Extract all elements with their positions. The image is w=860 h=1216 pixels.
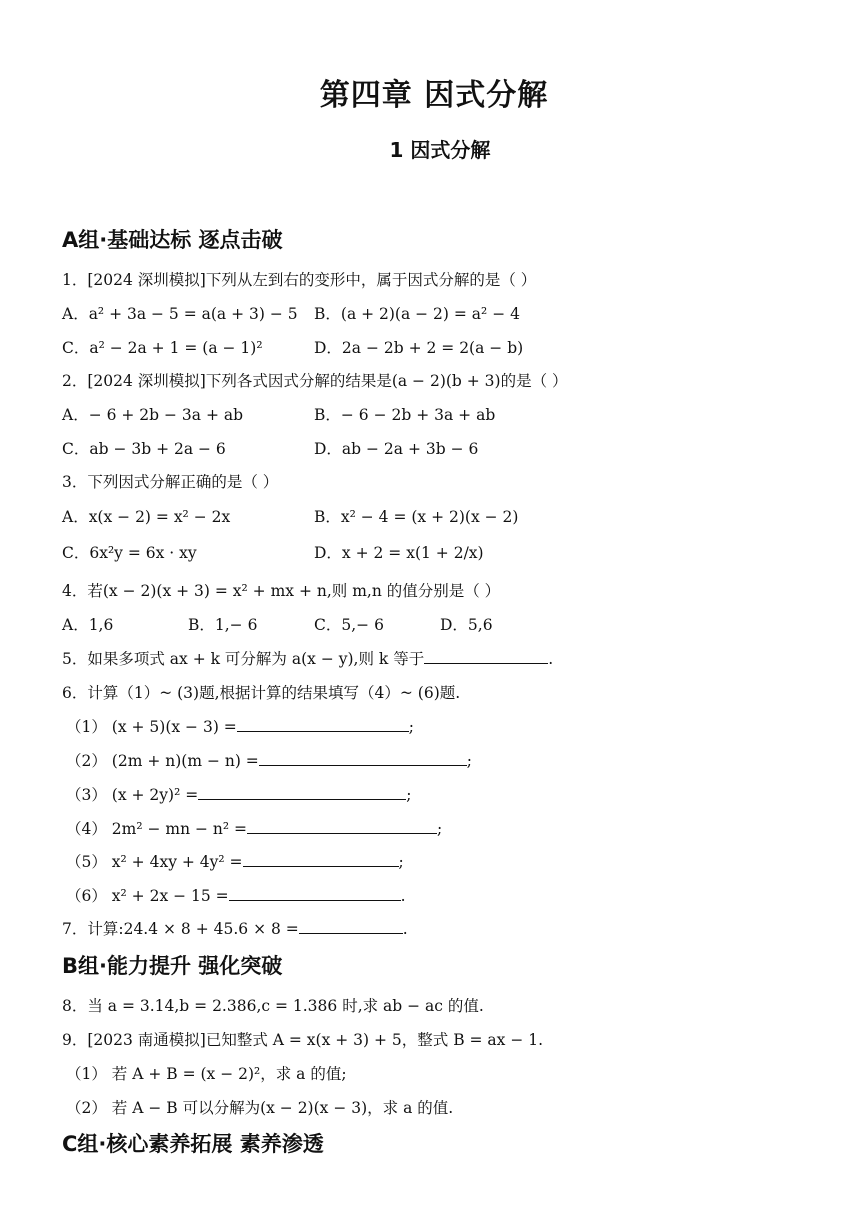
part-end: ; (398, 853, 404, 871)
part-end: . (400, 887, 406, 905)
question-7-answer-blank[interactable] (299, 919, 403, 934)
part-answer-blank[interactable] (198, 785, 406, 800)
question-4-option-b: B．1,− 6 (188, 616, 258, 634)
question-1-stem: 1．[2024 深圳模拟]下列从左到右的变形中，属于因式分解的是（ ） (62, 271, 537, 289)
chapter-title: 第四章 因式分解 (319, 78, 549, 113)
part-label: （6） x² + 2x − 15 = (66, 887, 229, 905)
question-1-option-b: B．(a + 2)(a − 2) = a² − 4 (314, 305, 520, 323)
question-6-part-3 (66, 783, 411, 805)
question-1-option-c: C．a² − 2a + 1 = (a − 1)² (62, 339, 263, 357)
question-5 (62, 647, 553, 669)
part-answer-blank[interactable] (237, 717, 409, 732)
section-title: 1 因式分解 (389, 138, 491, 162)
question-2-option-d: D．ab − 2a + 3b − 6 (314, 440, 479, 458)
part-answer-blank[interactable] (229, 886, 401, 901)
part-end: ; (408, 718, 415, 736)
group-c-heading: C组·核心素养拓展 素养渗透 (62, 1132, 324, 1156)
question-5-answer-blank[interactable] (424, 649, 548, 664)
part-label: （1） (x + 5)(x − 3) = (66, 718, 237, 736)
question-6-part-2 (66, 749, 472, 771)
question-4-option-c: C．5,− 6 (314, 616, 384, 634)
question-3-option-d: D．x + 2 = x(1 + 2/x) (314, 544, 484, 562)
question-6-part-6 (66, 884, 406, 906)
part-label: （2） (2m + n)(m − n) = (66, 752, 259, 770)
question-5-end: . (548, 650, 554, 668)
group-a-heading: A组·基础达标 逐点击破 (62, 228, 283, 252)
group-b-heading: B组·能力提升 强化突破 (62, 954, 283, 978)
question-9-part-2: （2） 若 A − B 可以分解为(x − 2)(x − 3)，求 a 的值. (66, 1099, 454, 1117)
question-6-stem: 6．计算（1）~ (3)题,根据计算的结果填写（4）~ (6)题. (62, 684, 461, 702)
question-6-part-5 (66, 850, 404, 872)
part-label: （5） x² + 4xy + 4y² = (66, 853, 243, 871)
part-label: （3） (x + 2y)² = (66, 786, 199, 804)
part-end: ; (466, 752, 473, 770)
question-1-option-d: D．2a − 2b + 2 = 2(a − b) (314, 339, 524, 357)
question-5-stem: 5．如果多项式 ax + k 可分解为 a(x − y),则 k 等于 (62, 650, 425, 668)
question-4-option-a: A．1,6 (62, 616, 114, 634)
question-9-stem: 9．[2023 南通模拟]已知整式 A = x(x + 3) + 5，整式 B = ax − 1. (62, 1031, 544, 1049)
part-label: （4） 2m² − mn − n² = (66, 820, 248, 838)
question-1-option-a: A．a² + 3a − 5 = a(a + 3) − 5 (62, 305, 298, 323)
question-2-stem: 2．[2024 深圳模拟]下列各式因式分解的结果是(a − 2)(b + 3)的是（ ） (62, 372, 568, 390)
question-3-option-c: C．6x²y = 6x · xy (62, 544, 197, 562)
question-2-option-a: A．− 6 + 2b − 3a + ab (62, 406, 244, 424)
question-2-option-c: C．ab − 3b + 2a − 6 (62, 440, 226, 458)
question-9-part-1: （1） 若 A + B = (x − 2)²，求 a 的值; (66, 1065, 347, 1083)
question-6-part-1 (66, 715, 414, 737)
question-7-end: . (402, 920, 408, 938)
question-2-option-b: B．− 6 − 2b + 3a + ab (314, 406, 496, 424)
question-4-option-d: D．5,6 (440, 616, 493, 634)
question-6-part-4 (66, 817, 442, 839)
question-3-stem: 3．下列因式分解正确的是（ ） (62, 473, 279, 491)
question-8-stem: 8．当 a = 3.14,b = 2.386,c = 1.386 时,求 ab − ac 的值. (62, 997, 484, 1015)
part-answer-blank[interactable] (259, 751, 467, 766)
question-3-option-a: A．x(x − 2) = x² − 2x (62, 508, 231, 526)
question-3-option-b: B．x² − 4 = (x + 2)(x − 2) (314, 508, 519, 526)
part-answer-blank[interactable] (247, 819, 437, 834)
question-4-stem: 4．若(x − 2)(x + 3) = x² + mx + n,则 m,n 的值分别是（ ） (62, 582, 501, 600)
part-end: ; (406, 786, 412, 804)
question-7-stem: 7．计算:24.4 × 8 + 45.6 × 8 = (62, 920, 299, 938)
part-answer-blank[interactable] (243, 852, 399, 867)
part-end: ; (437, 820, 443, 838)
question-7 (62, 917, 408, 939)
